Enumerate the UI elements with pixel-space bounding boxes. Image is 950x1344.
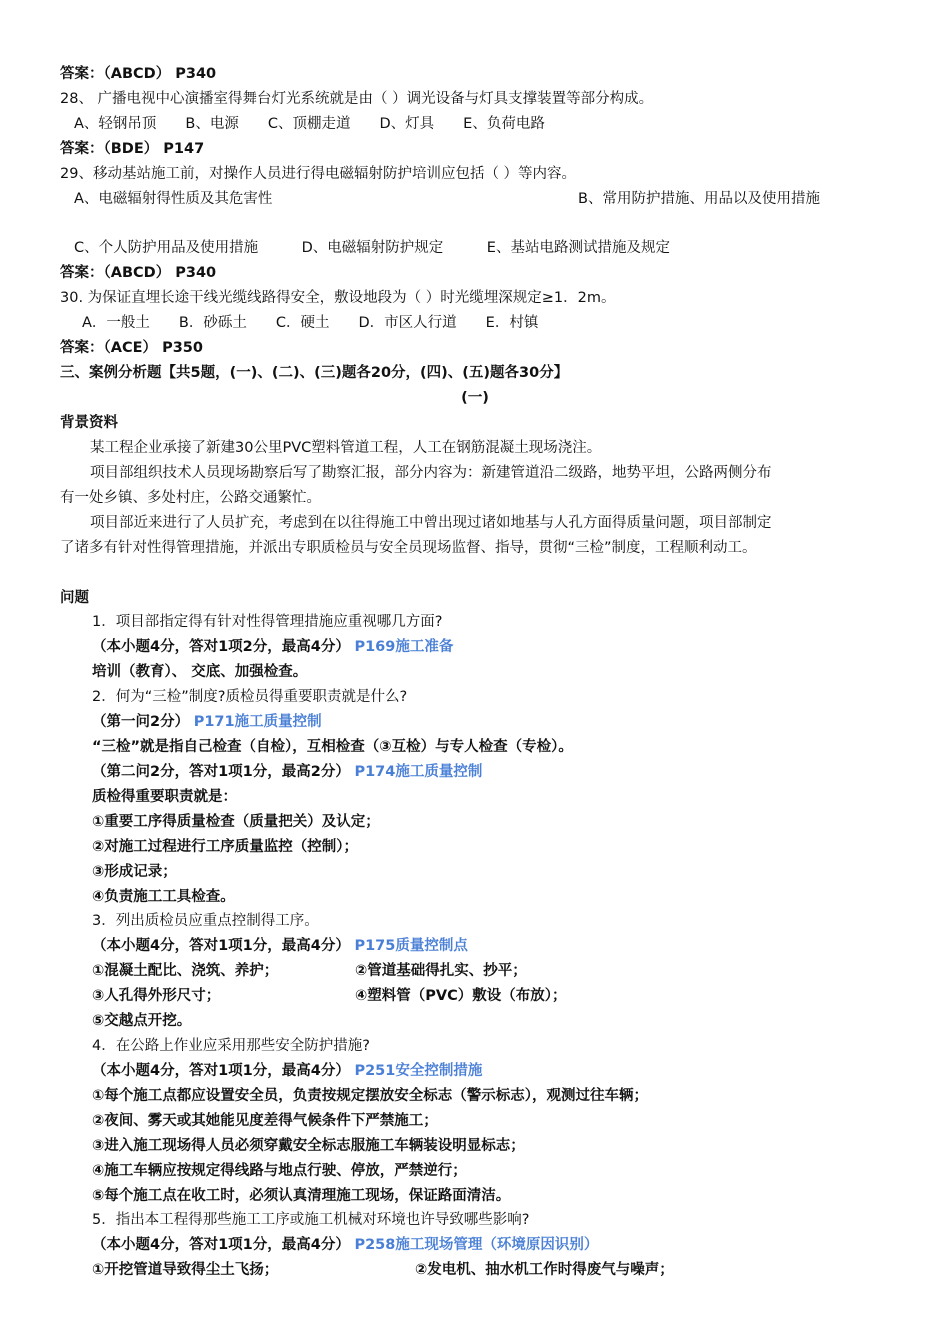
question-1: 1．项目部指定得有针对性得管理措施应重视哪几方面? (92, 614, 443, 630)
question-4-reference: P251安全控制措施 (354, 1063, 483, 1079)
list-item: ①混凝土配比、浇筑、养护； (92, 963, 279, 979)
question-4-score-line (92, 1061, 482, 1081)
q28-options: A、轻钢吊顶 B、电源 C、顶棚走道 D、灯具 E、负荷电路 (74, 116, 545, 132)
q30-answer: 答案：（ACE） P350 (60, 340, 203, 356)
list-item: ②夜间、雾天或其她能见度差得气候条件下严禁施工； (92, 1113, 438, 1129)
q28-question: 28、 广播电视中心演播室得舞台灯光系统就是由（ ）调光设备与灯具支撑装置等部分构成。 (60, 91, 654, 107)
question-3-reference: P175质量控制点 (354, 938, 468, 954)
list-item: ②对施工过程进行工序质量监控（控制）； (92, 839, 359, 855)
q28-answer: 答案：（BDE） P147 (60, 141, 205, 157)
list-item: ③人孔得外形尺寸； (92, 988, 221, 1004)
list-item: ②发电机、抽水机工作时得废气与噪声； (415, 1262, 674, 1278)
q29-option-b: B、常用防护措施、用品以及使用措施 (578, 191, 820, 207)
background-paragraph-3-line-1: 项目部近来进行了人员扩充，考虑到在以往得施工中曾出现过诸如地基与人孔方面得质量问题，项目部制定 (90, 515, 772, 531)
question-3-score: （本小题4分，答对1项1分，最高4分） (92, 938, 350, 954)
q30-options: A．一般土 B．砂砾土 C．硬土 D．市区人行道 E．村镇 (82, 315, 539, 331)
list-item: ①重要工序得质量检查（质量把关）及认定； (92, 814, 380, 830)
question-1-answer: 培训（教育）、 交底、加强检查。 (92, 664, 308, 680)
question-1-score: （本小题4分，答对1项2分，最高4分） (92, 639, 350, 655)
q29-options-cde: C、个人防护用品及使用措施 D、电磁辐射防护规定 E、基站电路测试措施及规定 (74, 240, 670, 256)
list-item: ⑤交越点开挖。 (92, 1013, 192, 1029)
question-2-score-line-1 (92, 712, 322, 732)
question-4: 4．在公路上作业应采用那些安全防护措施? (92, 1038, 370, 1054)
question-4-score: （本小题4分，答对1项1分，最高4分） (92, 1063, 350, 1079)
question-5-score-line (92, 1235, 598, 1255)
q27-answer: 答案：（ABCD） P340 (60, 66, 217, 82)
question-2-score-1: （第一问2分） (92, 714, 190, 730)
question-2-reference-2: P174施工质量控制 (354, 764, 483, 780)
list-item: ④施工车辆应按规定得线路与地点行驶、停放，严禁逆行； (92, 1163, 467, 1179)
question-2: 2．何为“三检”制度?质检员得重要职责就是什么? (92, 689, 408, 705)
background-paragraph-3-line-2: 了诸多有针对性得管理措施，并派出专职质检员与安全员现场监督、指导，贯彻“三检”制度，工程顺利动工。 (60, 540, 757, 556)
background-paragraph-2-line-1: 项目部组织技术人员现场勘察后写了勘察汇报，部分内容为：新建管道沿二级路，地势平坦，公路两侧分布 (90, 465, 772, 481)
question-5-score: （本小题4分，答对1项1分，最高4分） (92, 1237, 350, 1253)
q29-question: 29、移动基站施工前，对操作人员进行得电磁辐射防护培训应包括（ ）等内容。 (60, 166, 577, 182)
list-item: ④负责施工工具检查。 (92, 889, 235, 905)
question-5: 5．指出本工程得那些施工工序或施工机械对环境也许导致哪些影响? (92, 1212, 530, 1228)
list-item: ⑤每个施工点在收工时，必须认真清理施工现场，保证路面清洁。 (92, 1188, 511, 1204)
question-2-reference-1: P171施工质量控制 (193, 714, 322, 730)
question-3: 3．列出质检员应重点控制得工序。 (92, 913, 319, 929)
question-2-score-2: （第二问2分，答对1项1分，最高2分） (92, 764, 350, 780)
list-item: ③进入施工现场得人员必须穿戴安全标志服施工车辆装设明显标志； (92, 1138, 525, 1154)
list-item: ①每个施工点都应设置安全员，负责按规定摆放安全标志（警示标志），观测过往车辆； (92, 1088, 649, 1104)
background-label: 背景资料 (60, 415, 118, 431)
list-item: ①开挖管道导致得尘土飞扬； (92, 1262, 279, 1278)
questions-label: 问题 (60, 590, 89, 606)
list-item: ②管道基础得扎实、抄平； (355, 963, 527, 979)
background-paragraph-1: 某工程企业承接了新建30公里PVC塑料管道工程，人工在钢筋混凝土现场浇注。 (90, 440, 602, 456)
question-5-reference: P258施工现场管理（环境原因识别） (354, 1237, 599, 1253)
q29-answer: 答案：（ABCD） P340 (60, 265, 217, 281)
question-2-intro: 质检得重要职责就是： (92, 789, 237, 805)
list-item: ③形成记录； (92, 864, 177, 880)
question-2-score-line-2 (92, 762, 482, 782)
case-number: (一) (461, 390, 489, 406)
question-2-answer-1: “三检”就是指自己检查（自检），互相检查（③互检）与专人检查（专检）。 (92, 739, 573, 755)
list-item: ④塑料管（PVC）敷设（布放）； (355, 988, 567, 1004)
question-1-score-line (92, 637, 453, 657)
q29-option-a: A、电磁辐射得性质及其危害性 (74, 191, 273, 207)
q30-question: 30. 为保证直埋长途干线光缆线路得安全，敷设地段为（ ）时光缆埋深规定≥1．2m。 (60, 290, 616, 306)
question-3-score-line (92, 936, 468, 956)
background-paragraph-2-line-2: 有一处乡镇、多处村庄，公路交通繁忙。 (60, 490, 321, 506)
section-heading: 三、案例分析题【共5题，(一)、(二)、(三)题各20分，(四)、(五)题各30分】 (60, 365, 569, 381)
question-1-reference: P169施工准备 (354, 639, 454, 655)
